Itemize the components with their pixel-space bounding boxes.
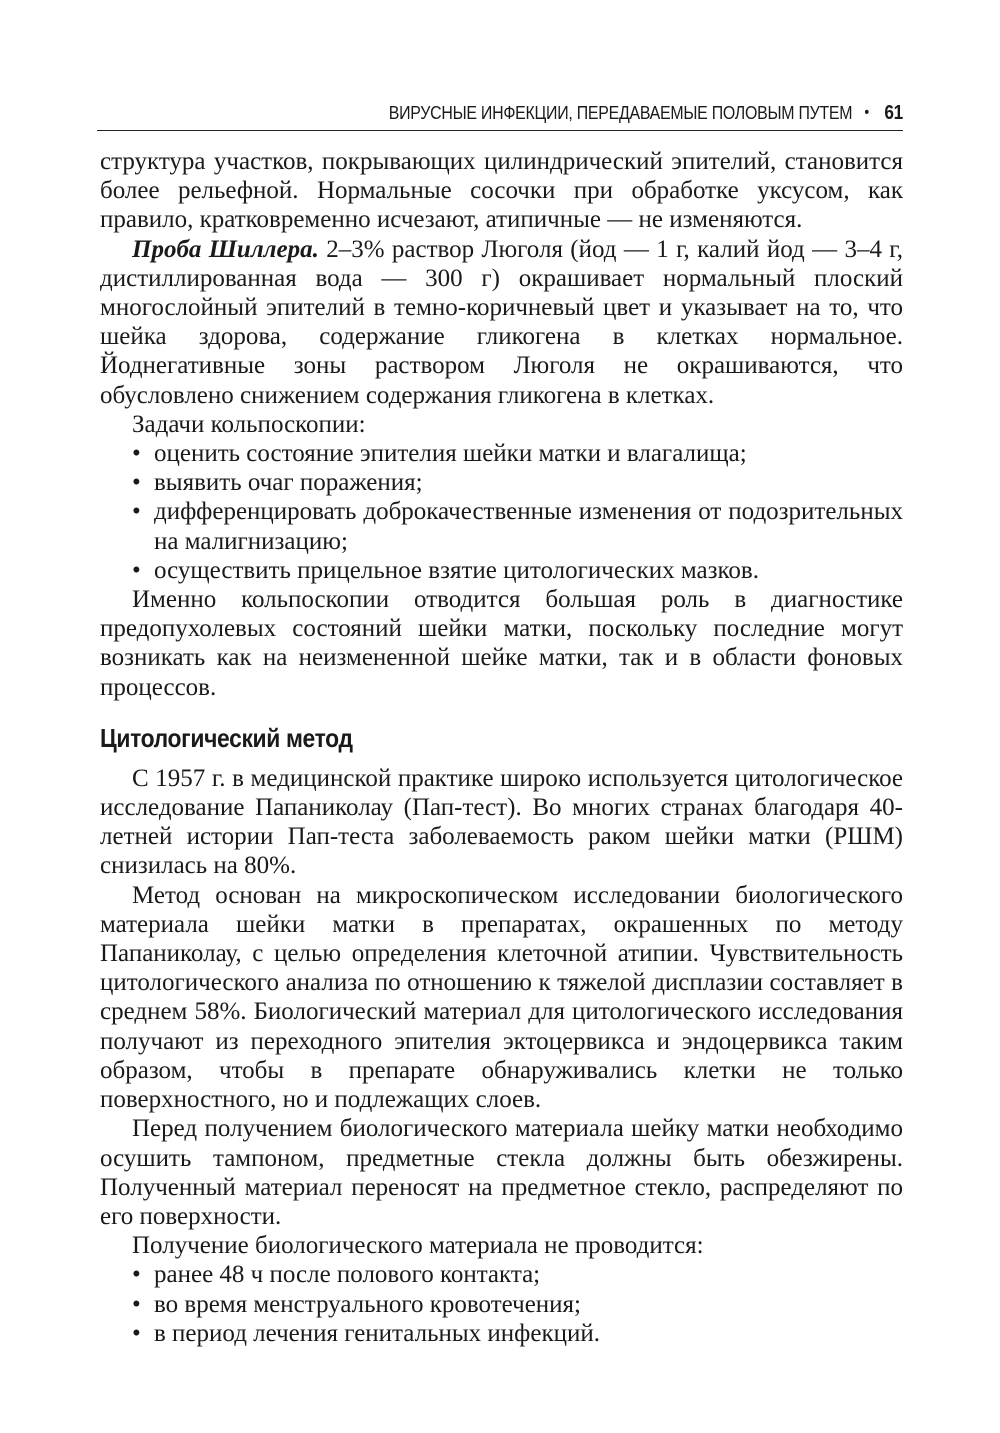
list-item: • во время менструального кровотечения; xyxy=(132,1290,903,1319)
page-body xyxy=(100,147,903,1348)
paragraph-method-basis: Метод основан на микроскопическом исследовании биологического материала шейки матки в препаратах, окрашенных по методу Папаниколау, с целью определения клеточной атипии. Чувствительность цитологического анализа по отношению к тяжелой дисплазии составляет в среднем 58%. Биологический материал для цитологического исследования получают из переходного эпителия эктоцервикса и эндоцервикса таким образом, чтобы в препарате обнаруживались клетки не только поверхностного, но и подлежащих слоев. xyxy=(100,881,903,1114)
paragraph-continuation: структура участков, покрывающих цилиндрический эпителий, становится более рельефной. Нормальные сосочки при обработке уксусом, как правило, кратковременно исчезают, атипичные — не изменяются. xyxy=(100,148,903,234)
section-title: Цитологический метод xyxy=(100,722,353,753)
paragraph-pap-test-history: С 1957 г. в медицинской практике широко используется цитологическое исследование Папаниколау (Пап-тест). Во многих странах благодаря 40-летней истории Пап-теста заболеваемость раком шейки матки (РШМ) снизилась на 80%. xyxy=(100,764,903,880)
header-separator-bullet: • xyxy=(864,104,869,121)
header-rule xyxy=(97,130,903,131)
running-title: ВИРУСНЫЕ ИНФЕКЦИИ, ПЕРЕДАВАЕМЫЕ ПОЛОВЫМ ПУТЕМ xyxy=(388,102,853,123)
schiller-test-text: 2–3% раствор Люголя (йод — 1 г, калий йод — 3–4 г, дистиллированная вода — 300 г) окрашивает нормальный плоский многослойный эпителий в темно-коричневый цвет и указывает на то, что шейка здорова, содержание гликогена в клетках нормальное. Йоднегативные зоны раствором Люголя не окрашиваются, что обусловлено снижением содержания гликогена в клетках. xyxy=(100,235,903,409)
paragraph-sample-preparation: Перед получением биологического материала шейку матки необходимо осушить тампоном, предметные стекла должны быть обезжирены. Полученный материал переносят на предметное стекло, распределяют по его поверхности. xyxy=(100,1115,903,1230)
list-item: • в период лечения генитальных инфекций. xyxy=(132,1319,903,1348)
page-number: 61 xyxy=(884,101,903,124)
paragraph-colposcopy-role: Именно кольпоскопии отводится большая роль в диагностике предопухолевых состояний шейки матки, поскольку последние могут возникать как на неизмененной шейке матки, так и в области фоновых процессов. xyxy=(100,586,903,701)
list-item: • выявить очаг поражения; xyxy=(132,468,903,497)
colposcopy-tasks-list xyxy=(100,439,903,585)
list-item: • дифференцировать доброкачественные изменения от подозрительных на малигнизацию; xyxy=(132,497,903,555)
paragraph-schiller-test xyxy=(100,235,903,410)
list-item: • оценить состояние эпителия шейки матки и влагалища; xyxy=(132,439,903,468)
schiller-test-lead: Проба Шиллера. xyxy=(132,235,319,263)
paragraph-colposcopy-tasks-intro: Задачи кольпоскопии: xyxy=(132,410,366,438)
list-item: • осуществить прицельное взятие цитологических мазков. xyxy=(132,556,903,585)
running-header xyxy=(210,98,903,128)
paragraph-contraindications-intro: Получение биологического материала не проводится: xyxy=(132,1232,704,1260)
list-item: • ранее 48 ч после полового контакта; xyxy=(132,1260,903,1289)
contraindications-list xyxy=(100,1260,903,1348)
